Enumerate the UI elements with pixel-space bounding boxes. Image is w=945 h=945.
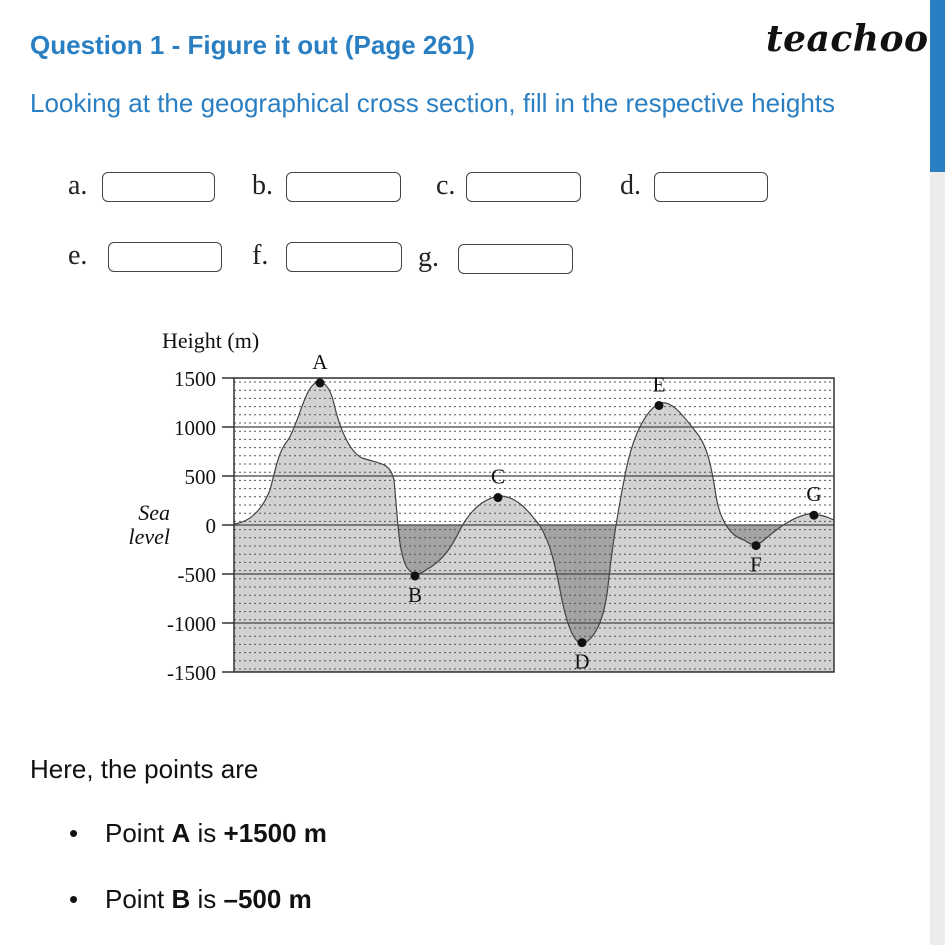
y-tick-label: 1500 <box>174 367 216 391</box>
point-a-marker <box>316 378 325 387</box>
bullet-value: +1500 m <box>223 818 327 848</box>
page-title: Question 1 - Figure it out (Page 261) <box>30 30 475 60</box>
point-d-marker <box>578 638 587 647</box>
sea-label-level: level <box>128 524 170 549</box>
y-tick-label: 1000 <box>174 416 216 440</box>
point-g-label: G <box>806 482 822 507</box>
point-c-label: C <box>490 464 506 489</box>
bullet-prefix: Point <box>105 818 172 848</box>
bullet-dot: • <box>69 884 79 914</box>
blank-label: e. <box>68 240 88 271</box>
blank-label: b. <box>252 170 273 201</box>
bullet-letter: B <box>171 884 191 914</box>
answer-bullet-a <box>69 818 327 849</box>
point-b-marker <box>411 571 420 580</box>
y-axis-label: Height (m) <box>162 328 260 353</box>
y-tick-label: -1500 <box>167 661 216 685</box>
blank-label: d. <box>620 170 641 201</box>
point-f-label: F <box>750 552 762 577</box>
blank-label: c. <box>436 170 456 201</box>
blank-label: f. <box>252 240 269 271</box>
point-g-marker <box>810 511 819 520</box>
answer-bullet-b <box>69 884 312 915</box>
question-subtitle: Looking at the geographical cross section, fill in the respective heights <box>30 88 836 118</box>
bullet-letter: A <box>171 818 191 848</box>
point-e-marker <box>655 401 664 410</box>
y-tick-label: -1000 <box>167 612 216 636</box>
point-f-marker <box>752 541 761 550</box>
bullet-dot: • <box>69 818 79 848</box>
point-d-label: D <box>574 649 590 674</box>
point-a-label: A <box>312 349 328 374</box>
blank-label: g. <box>418 242 439 273</box>
bullet-middle: is <box>190 818 224 848</box>
y-tick-label: 500 <box>184 465 216 489</box>
bullet-value: –500 m <box>223 884 312 914</box>
bullet-middle: is <box>190 884 224 914</box>
point-e-label: E <box>652 372 666 397</box>
teachoo-logo: teachoo <box>766 18 929 60</box>
y-tick-label: -500 <box>177 563 216 587</box>
point-b-label: B <box>407 582 423 607</box>
bullet-prefix: Point <box>105 884 172 914</box>
sea-label: Sea <box>138 500 170 525</box>
point-c-marker <box>494 493 503 502</box>
y-tick-label: 0 <box>205 514 216 538</box>
blank-label: a. <box>68 170 88 201</box>
answer-intro: Here, the points are <box>30 754 259 784</box>
